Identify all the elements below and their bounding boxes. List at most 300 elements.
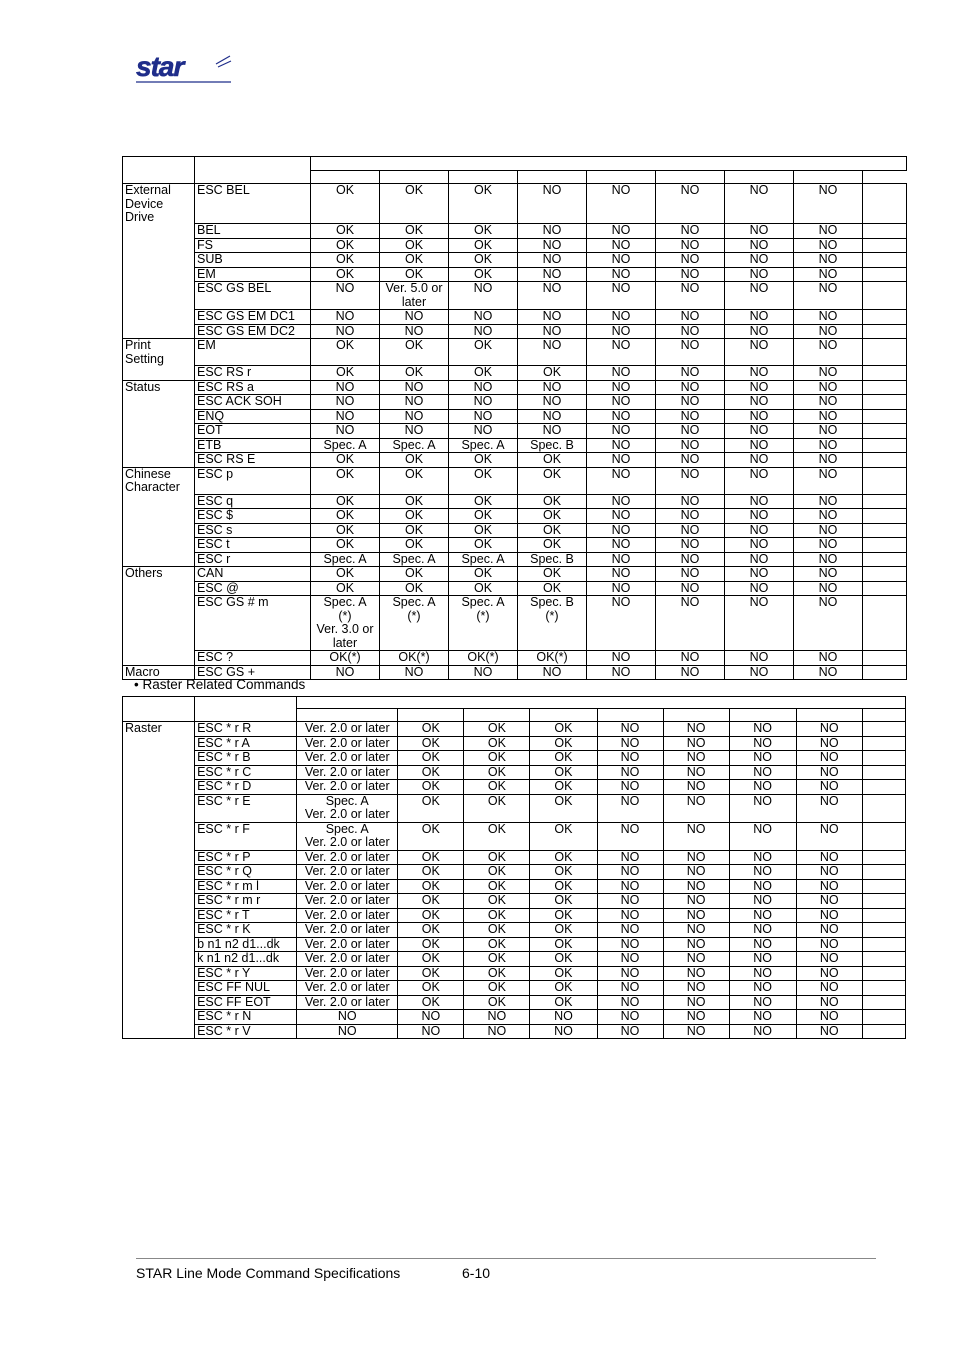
header-cell <box>380 171 449 184</box>
support-cell: NO <box>597 908 663 923</box>
support-cell: NO <box>729 1024 796 1039</box>
support-cell: NO <box>656 282 725 310</box>
support-cell: NO <box>597 981 663 996</box>
support-cell: OK <box>449 224 518 239</box>
command-cell: ESC * r B <box>195 751 297 766</box>
support-cell: NO <box>729 722 796 737</box>
support-cell: NO <box>597 850 663 865</box>
support-cell <box>863 665 907 680</box>
command-cell: ESC * r Y <box>195 966 297 981</box>
support-cell: OK <box>530 894 597 909</box>
support-cell: NO <box>729 995 796 1010</box>
support-cell: NO <box>729 865 796 880</box>
table-row <box>123 952 906 967</box>
category-cell: Print Setting <box>123 339 195 381</box>
support-cell: NO <box>663 751 729 766</box>
support-cell: NO <box>796 981 862 996</box>
support-cell: NO <box>725 282 794 310</box>
support-cell <box>863 267 907 282</box>
support-cell: NO <box>796 894 862 909</box>
support-cell <box>863 494 907 509</box>
support-cell <box>863 395 907 410</box>
support-cell <box>862 923 905 938</box>
support-cell: Spec. A <box>311 438 380 453</box>
support-cell: Spec. A <box>449 438 518 453</box>
support-cell <box>863 339 907 366</box>
support-cell: NO <box>663 865 729 880</box>
table-row <box>123 794 906 822</box>
support-cell: NO <box>656 380 725 395</box>
support-cell: NO <box>518 267 587 282</box>
support-cell: NO <box>449 424 518 439</box>
support-cell: NO <box>725 339 794 366</box>
support-cell: OK <box>311 224 380 239</box>
header-cell <box>123 157 195 184</box>
support-cell: NO <box>518 282 587 310</box>
support-cell: OK <box>464 822 530 850</box>
command-cell: ESC GS + <box>195 665 311 680</box>
support-cell: NO <box>656 267 725 282</box>
command-cell: ESC p <box>195 467 311 494</box>
support-cell: OK <box>380 238 449 253</box>
support-cell: NO <box>587 224 656 239</box>
support-cell: NO <box>597 966 663 981</box>
support-cell: NO <box>663 722 729 737</box>
support-cell: OK <box>449 339 518 366</box>
support-cell: OK <box>518 523 587 538</box>
support-cell <box>863 310 907 325</box>
support-cell: NO <box>725 596 794 651</box>
support-cell <box>862 751 905 766</box>
support-cell: OK <box>449 366 518 381</box>
table-row <box>123 494 907 509</box>
support-cell: NO <box>796 995 862 1010</box>
support-cell: NO <box>796 751 862 766</box>
support-cell: NO <box>464 1010 530 1025</box>
header-cell <box>449 171 518 184</box>
support-cell: OK <box>449 453 518 468</box>
support-cell: NO <box>587 651 656 666</box>
support-cell: NO <box>796 1010 862 1025</box>
command-cell: ESC RS E <box>195 453 311 468</box>
support-cell: NO <box>587 310 656 325</box>
header-cell <box>297 709 398 722</box>
support-cell <box>863 424 907 439</box>
support-cell <box>862 981 905 996</box>
support-cell: OK <box>449 467 518 494</box>
support-cell: OK <box>380 184 449 224</box>
support-cell: Spec. A (*) Ver. 3.0 or later <box>311 596 380 651</box>
support-cell: NO <box>398 1024 464 1039</box>
support-cell: NO <box>729 751 796 766</box>
support-cell: NO <box>794 253 863 268</box>
table-row <box>123 424 907 439</box>
page-number: 6-10 <box>462 1265 491 1281</box>
support-cell: OK <box>398 937 464 952</box>
table-row <box>123 995 906 1010</box>
command-cell: ESC BEL <box>195 184 311 224</box>
support-cell: OK <box>398 923 464 938</box>
support-cell: NO <box>656 467 725 494</box>
table-row <box>123 467 907 494</box>
support-cell: OK <box>464 923 530 938</box>
support-cell: OK <box>398 865 464 880</box>
support-cell: NO <box>380 310 449 325</box>
support-cell: OK <box>398 894 464 909</box>
support-cell <box>863 438 907 453</box>
support-cell: OK <box>398 981 464 996</box>
support-cell: OK <box>518 366 587 381</box>
table-row <box>123 850 906 865</box>
support-cell: NO <box>725 395 794 410</box>
command-cell: ESC * r D <box>195 780 297 795</box>
support-cell: NO <box>796 923 862 938</box>
table-row <box>123 879 906 894</box>
support-cell: NO <box>449 395 518 410</box>
support-cell: NO <box>587 395 656 410</box>
support-cell: NO <box>796 952 862 967</box>
header-cell <box>398 709 464 722</box>
support-cell: OK(*) <box>380 651 449 666</box>
support-cell: OK <box>311 267 380 282</box>
support-cell: OK <box>530 879 597 894</box>
command-cell: ESC * r P <box>195 850 297 865</box>
support-cell: OK <box>530 822 597 850</box>
support-cell <box>863 282 907 310</box>
support-cell: OK <box>311 523 380 538</box>
table-row <box>123 395 907 410</box>
support-cell: NO <box>794 324 863 339</box>
support-cell: OK <box>464 794 530 822</box>
table-row <box>123 981 906 996</box>
support-cell: NO <box>656 509 725 524</box>
support-cell: NO <box>729 981 796 996</box>
table-row <box>123 238 907 253</box>
support-cell: NO <box>311 665 380 680</box>
command-cell: ESC * r C <box>195 765 297 780</box>
support-cell: NO <box>729 822 796 850</box>
support-cell: NO <box>656 424 725 439</box>
command-cell: ESC * r m l <box>195 879 297 894</box>
support-cell: NO <box>663 937 729 952</box>
category-cell: Chinese Character <box>123 467 195 567</box>
support-cell: NO <box>796 966 862 981</box>
support-cell: NO <box>725 380 794 395</box>
support-cell: NO <box>449 324 518 339</box>
header-cell <box>725 171 794 184</box>
support-cell: NO <box>794 282 863 310</box>
support-cell: NO <box>587 523 656 538</box>
support-cell: NO <box>796 937 862 952</box>
command-cell: BEL <box>195 224 311 239</box>
table-row <box>123 567 907 582</box>
support-cell: Ver. 2.0 or later <box>297 751 398 766</box>
support-cell: NO <box>518 409 587 424</box>
support-cell <box>863 581 907 596</box>
support-cell <box>862 894 905 909</box>
support-cell: NO <box>663 736 729 751</box>
table-row <box>123 908 906 923</box>
support-cell: OK <box>518 467 587 494</box>
support-cell: OK <box>398 850 464 865</box>
support-cell: NO <box>587 339 656 366</box>
support-cell: NO <box>449 282 518 310</box>
header-cell <box>311 171 380 184</box>
support-cell: NO <box>597 765 663 780</box>
support-cell: NO <box>518 253 587 268</box>
support-cell <box>863 567 907 582</box>
support-cell: NO <box>663 981 729 996</box>
support-cell: Ver. 5.0 or later <box>380 282 449 310</box>
support-cell: NO <box>725 224 794 239</box>
support-cell: NO <box>518 224 587 239</box>
support-cell: NO <box>794 395 863 410</box>
command-cell: SUB <box>195 253 311 268</box>
support-cell: NO <box>587 424 656 439</box>
support-cell <box>862 966 905 981</box>
table-row <box>123 1010 906 1025</box>
support-cell <box>863 184 907 224</box>
support-cell: NO <box>311 282 380 310</box>
support-cell: NO <box>597 923 663 938</box>
header-cell <box>123 697 195 722</box>
support-cell: NO <box>597 751 663 766</box>
command-cell: ESC @ <box>195 581 311 596</box>
command-cell: ESC ? <box>195 651 311 666</box>
support-cell: NO <box>663 794 729 822</box>
support-cell: NO <box>449 380 518 395</box>
support-cell: NO <box>796 736 862 751</box>
support-cell: OK <box>311 253 380 268</box>
support-cell: NO <box>587 380 656 395</box>
support-cell: NO <box>794 509 863 524</box>
command-cell: b n1 n2 d1...dk <box>195 937 297 952</box>
support-cell <box>863 453 907 468</box>
svg-text:star: star <box>136 52 184 82</box>
support-cell: NO <box>530 1024 597 1039</box>
support-cell: OK <box>398 794 464 822</box>
table-row <box>123 282 907 310</box>
support-cell: NO <box>794 552 863 567</box>
support-cell <box>863 409 907 424</box>
support-cell: NO <box>656 366 725 381</box>
header-cell <box>597 709 663 722</box>
support-cell <box>863 509 907 524</box>
support-cell: NO <box>656 310 725 325</box>
support-cell: NO <box>794 596 863 651</box>
support-cell: NO <box>663 908 729 923</box>
support-cell: NO <box>449 665 518 680</box>
support-cell: NO <box>725 552 794 567</box>
table-row <box>123 736 906 751</box>
support-cell: OK <box>311 184 380 224</box>
support-cell: NO <box>663 765 729 780</box>
support-cell: NO <box>729 937 796 952</box>
support-cell: OK <box>311 339 380 366</box>
support-cell: NO <box>794 224 863 239</box>
support-cell: NO <box>587 409 656 424</box>
command-cell: ESC s <box>195 523 311 538</box>
support-cell: NO <box>587 509 656 524</box>
header-cell <box>794 171 863 184</box>
support-cell: Spec. A Ver. 2.0 or later <box>297 794 398 822</box>
support-cell: NO <box>794 310 863 325</box>
support-cell: NO <box>656 552 725 567</box>
table-row <box>123 780 906 795</box>
support-cell: OK <box>464 908 530 923</box>
support-cell: NO <box>597 736 663 751</box>
command-cell: ESC FF EOT <box>195 995 297 1010</box>
support-cell: NO <box>794 494 863 509</box>
support-cell: NO <box>663 780 729 795</box>
support-cell: NO <box>729 923 796 938</box>
support-cell: NO <box>518 395 587 410</box>
support-cell: NO <box>796 850 862 865</box>
support-cell: NO <box>597 952 663 967</box>
support-cell: Spec. A (*) <box>449 596 518 651</box>
support-cell: NO <box>663 879 729 894</box>
support-cell: NO <box>796 822 862 850</box>
command-cell: ESC GS # m <box>195 596 311 651</box>
support-cell: NO <box>518 424 587 439</box>
command-table-1 <box>122 156 907 680</box>
support-cell: Ver. 2.0 or later <box>297 937 398 952</box>
support-cell: NO <box>725 438 794 453</box>
support-cell: OK <box>449 523 518 538</box>
support-cell: NO <box>796 722 862 737</box>
support-cell: NO <box>597 865 663 880</box>
support-cell <box>863 324 907 339</box>
support-cell: NO <box>311 424 380 439</box>
support-cell: NO <box>794 366 863 381</box>
support-cell: NO <box>587 467 656 494</box>
table-row <box>123 581 907 596</box>
support-cell: NO <box>656 324 725 339</box>
support-cell <box>862 850 905 865</box>
command-cell: ESC RS a <box>195 380 311 395</box>
support-cell: NO <box>725 324 794 339</box>
support-cell: OK <box>380 567 449 582</box>
support-cell: NO <box>725 184 794 224</box>
support-cell: NO <box>518 184 587 224</box>
support-cell: NO <box>663 1024 729 1039</box>
command-cell: ESC GS EM DC2 <box>195 324 311 339</box>
header-cell <box>862 709 905 722</box>
support-cell: NO <box>597 794 663 822</box>
support-cell: NO <box>794 665 863 680</box>
support-cell: NO <box>725 366 794 381</box>
support-cell: OK <box>449 538 518 553</box>
support-cell: OK <box>530 937 597 952</box>
support-cell: OK <box>464 966 530 981</box>
command-cell: EM <box>195 339 311 366</box>
support-cell: NO <box>794 567 863 582</box>
category-cell: Macro <box>123 665 195 680</box>
support-cell: NO <box>794 184 863 224</box>
table-row <box>123 224 907 239</box>
support-cell: NO <box>794 267 863 282</box>
support-cell: OK <box>311 238 380 253</box>
support-cell: Ver. 2.0 or later <box>297 879 398 894</box>
support-cell: NO <box>587 324 656 339</box>
support-cell: Spec. A <box>311 552 380 567</box>
support-cell: NO <box>794 651 863 666</box>
support-cell: NO <box>656 409 725 424</box>
table-row <box>123 310 907 325</box>
support-cell: NO <box>597 822 663 850</box>
support-cell: NO <box>380 324 449 339</box>
header-cell <box>464 709 530 722</box>
support-cell: NO <box>794 339 863 366</box>
support-cell: NO <box>725 665 794 680</box>
command-cell: ESC * r F <box>195 822 297 850</box>
support-cell: NO <box>663 952 729 967</box>
support-cell: NO <box>380 395 449 410</box>
table-row <box>123 596 907 651</box>
support-cell <box>862 865 905 880</box>
support-cell: NO <box>656 184 725 224</box>
table-row <box>123 651 907 666</box>
support-cell <box>862 780 905 795</box>
support-cell: NO <box>725 267 794 282</box>
support-cell: OK <box>449 184 518 224</box>
support-cell: OK <box>398 908 464 923</box>
support-cell <box>862 995 905 1010</box>
support-cell: NO <box>297 1024 398 1039</box>
support-cell: OK <box>398 822 464 850</box>
support-cell: OK <box>530 850 597 865</box>
support-cell: NO <box>729 1010 796 1025</box>
support-cell: Spec. A <box>380 552 449 567</box>
support-cell: OK <box>380 366 449 381</box>
support-cell <box>862 937 905 952</box>
support-cell: NO <box>597 722 663 737</box>
support-cell: OK <box>464 736 530 751</box>
command-cell: ESC ACK SOH <box>195 395 311 410</box>
support-cell: OK <box>530 722 597 737</box>
command-cell: ESC * r E <box>195 794 297 822</box>
support-cell: NO <box>587 494 656 509</box>
support-cell: OK <box>518 494 587 509</box>
support-cell: OK <box>530 966 597 981</box>
support-cell: NO <box>729 794 796 822</box>
support-cell <box>862 736 905 751</box>
support-cell: NO <box>663 1010 729 1025</box>
support-cell: NO <box>587 238 656 253</box>
header-cell <box>195 157 311 184</box>
support-cell: NO <box>796 794 862 822</box>
support-cell: NO <box>587 581 656 596</box>
support-cell: NO <box>656 538 725 553</box>
support-cell: NO <box>587 453 656 468</box>
support-cell: OK <box>449 509 518 524</box>
support-cell <box>863 224 907 239</box>
support-cell: NO <box>656 523 725 538</box>
support-cell: OK <box>464 879 530 894</box>
support-cell: NO <box>380 409 449 424</box>
support-cell: NO <box>656 494 725 509</box>
support-cell: OK(*) <box>518 651 587 666</box>
support-cell: OK <box>518 509 587 524</box>
support-cell <box>863 596 907 651</box>
support-cell: NO <box>656 438 725 453</box>
support-cell: OK <box>380 267 449 282</box>
header-cell <box>796 709 862 722</box>
support-cell: NO <box>663 850 729 865</box>
command-cell: ESC q <box>195 494 311 509</box>
support-cell: NO <box>380 424 449 439</box>
support-cell: NO <box>794 380 863 395</box>
